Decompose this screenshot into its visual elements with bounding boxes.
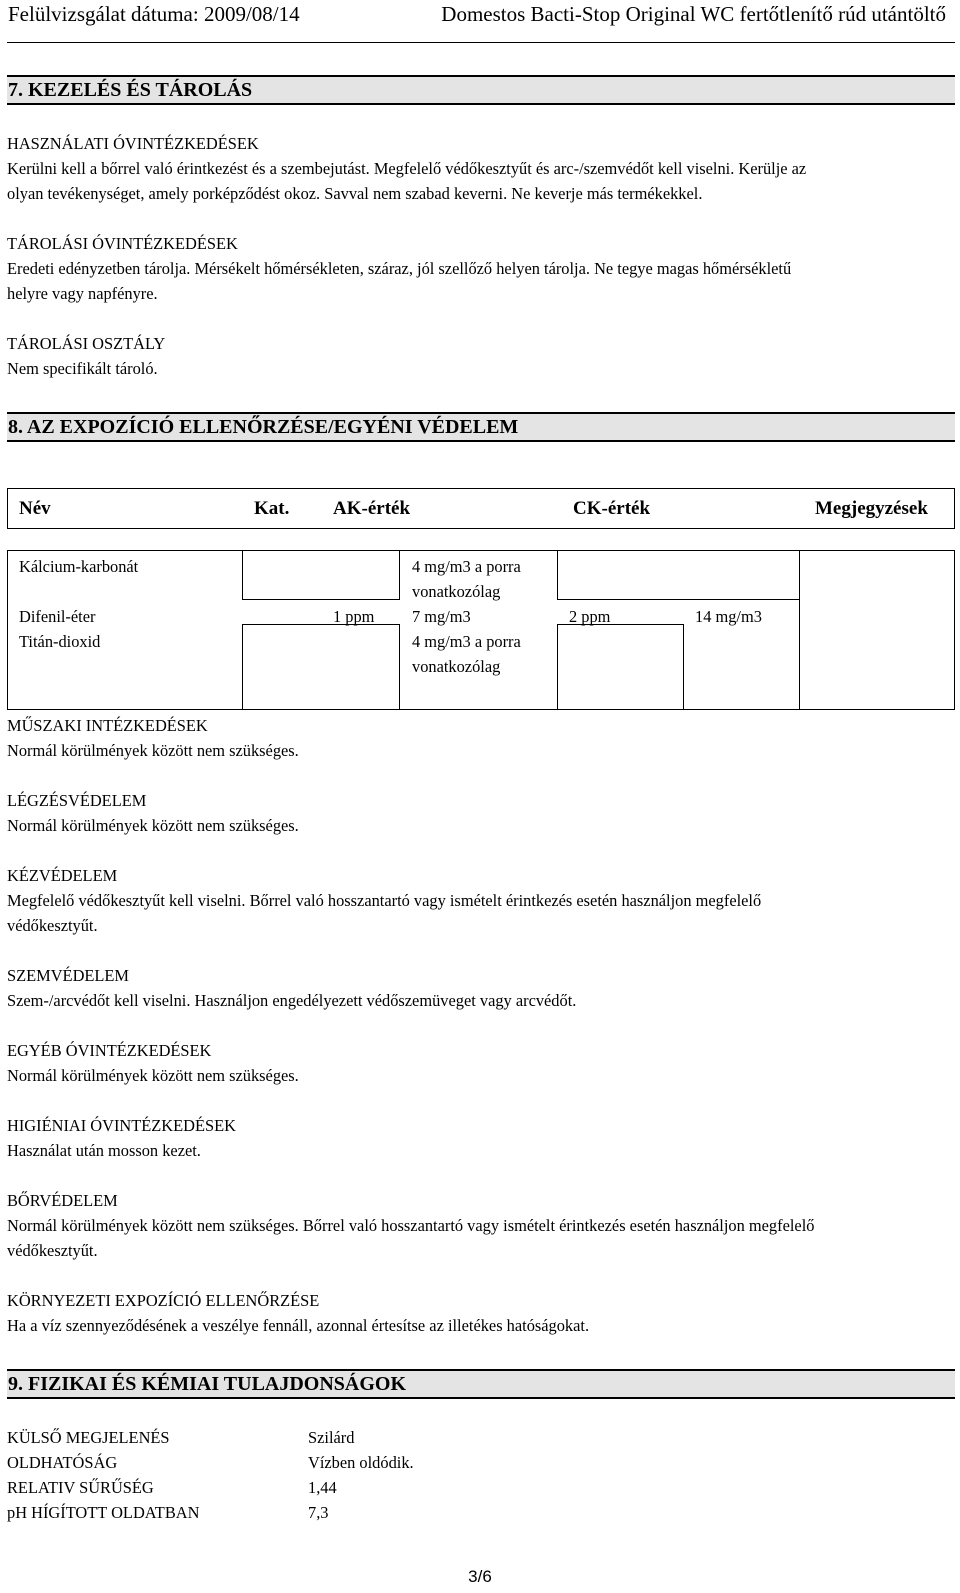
section-7-title: 7. KEZELÉS ÉS TÁROLÁS <box>7 75 955 105</box>
skin-protection-heading: BŐRVÉDELEM <box>7 1191 118 1210</box>
table-row <box>242 624 400 710</box>
property-value: Vízben oldódik. <box>308 1453 414 1472</box>
property-label: OLDHATÓSÁG <box>7 1453 118 1472</box>
hand-protection-line2: védőkesztyűt. <box>7 916 98 935</box>
handling-text-line1: Kerülni kell a bőrrel való érintkezést és a szembejutást. Megfelelő védőkesztyűt és arc-/szemvédőt kell viselni. Kerülje az <box>7 159 807 178</box>
table-cell: Kálcium-karbonát <box>19 557 139 576</box>
table-cell: 2 ppm <box>569 607 611 626</box>
handling-text-line2: olyan tevékenységet, amely porképződést okoz. Savval nem szabad keverni. Ne keverje más termékekkel. <box>7 184 703 203</box>
exposure-limits-table <box>7 488 955 710</box>
skin-protection-line1: Normál körülmények között nem szükséges. Bőrrel való hosszantartó vagy ismételt érintkezés esetén használjon megfelelő <box>7 1216 815 1235</box>
storage-text-line2: helyre vagy napfényre. <box>7 284 158 303</box>
header-name: Név <box>19 498 51 519</box>
environmental-heading: KÖRNYEZETI EXPOZÍCIÓ ELLENŐRZÉSE <box>7 1291 320 1310</box>
property-label: RELATIV SŰRŰSÉG <box>7 1478 154 1497</box>
review-date: Felülvizsgálat dátuma: 2009/08/14 <box>8 2 300 26</box>
property-value: Szilárd <box>308 1428 355 1447</box>
product-name: Domestos Bacti-Stop Original WC fertőtlenítő rúd utántöltő <box>441 2 946 26</box>
eye-protection-heading: SZEMVÉDELEM <box>7 966 130 985</box>
property-value: 1,44 <box>308 1478 337 1497</box>
engineering-text: Normál körülmények között nem szükséges. <box>7 741 299 760</box>
header-ck-value: CK-érték <box>573 498 651 519</box>
table-row <box>557 550 800 600</box>
section-9-title: 9. FIZIKAI ÉS KÉMIAI TULAJDONSÁGOK <box>7 1369 955 1399</box>
property-label: KÜLSŐ MEGJELENÉS <box>7 1428 170 1447</box>
header-notes: Megjegyzések <box>815 498 928 519</box>
property-value: 7,3 <box>308 1503 329 1522</box>
table-cell: vonatkozólag <box>412 657 501 676</box>
hand-protection-line1: Megfelelő védőkesztyűt kell viselni. Bőrrel való hosszantartó vagy ismételt érintkezés esetén használjon megfelelő <box>7 891 762 910</box>
table-row <box>557 624 684 710</box>
header-ak-value: AK-érték <box>333 498 411 519</box>
other-precautions-text: Normál körülmények között nem szükséges. <box>7 1066 299 1085</box>
table-row <box>242 550 400 600</box>
eye-protection-text: Szem-/arcvédőt kell viselni. Használjon engedélyezett védőszemüveget vagy arcvédőt. <box>7 991 577 1010</box>
other-precautions-heading: EGYÉB ÓVINTÉZKEDÉSEK <box>7 1041 212 1060</box>
table-cell: vonatkozólag <box>412 582 501 601</box>
respiratory-text: Normál körülmények között nem szükséges. <box>7 816 299 835</box>
engineering-heading: MŰSZAKI INTÉZKEDÉSEK <box>7 716 208 735</box>
table-cell: 7 mg/m3 <box>412 607 471 626</box>
storage-class-text: Nem specifikált tároló. <box>7 359 158 378</box>
header-rule <box>7 42 955 43</box>
table-cell: 14 mg/m3 <box>695 607 762 626</box>
table-cell: 4 mg/m3 a porra <box>412 632 521 651</box>
skin-protection-line2: védőkesztyűt. <box>7 1241 98 1260</box>
respiratory-heading: LÉGZÉSVÉDELEM <box>7 791 147 810</box>
table-cell: Difenil-éter <box>19 607 96 626</box>
table-cell: 4 mg/m3 a porra <box>412 557 521 576</box>
property-label: pH HÍGÍTOTT OLDATBAN <box>7 1503 200 1522</box>
storage-text-line1: Eredeti edényzetben tárolja. Mérsékelt hőmérsékleten, száraz, jól szellőző helyen tárolja. Ne tegye magas hőmérsékletű <box>7 259 792 278</box>
hygiene-text: Használat után mosson kezet. <box>7 1141 201 1160</box>
page-number: 3/6 <box>468 1567 492 1586</box>
storage-class-heading: TÁROLÁSI OSZTÁLY <box>7 334 166 353</box>
handling-heading: HASZNÁLATI ÓVINTÉZKEDÉSEK <box>7 134 259 153</box>
header-category: Kat. <box>254 498 290 519</box>
table-cell: 1 ppm <box>333 607 375 626</box>
hand-protection-heading: KÉZVÉDELEM <box>7 866 118 885</box>
hygiene-heading: HIGIÉNIAI ÓVINTÉZKEDÉSEK <box>7 1116 236 1135</box>
table-cell: Titán-dioxid <box>19 632 101 651</box>
environmental-text: Ha a víz szennyeződésének a veszélye fennáll, azonnal értesítse az illetékes hatóságokat. <box>7 1316 590 1335</box>
table-header-row <box>7 488 955 529</box>
section-8-title: 8. AZ EXPOZÍCIÓ ELLENŐRZÉSE/EGYÉNI VÉDELEM <box>7 412 955 442</box>
storage-heading: TÁROLÁSI ÓVINTÉZKEDÉSEK <box>7 234 238 253</box>
table-row <box>799 550 955 710</box>
